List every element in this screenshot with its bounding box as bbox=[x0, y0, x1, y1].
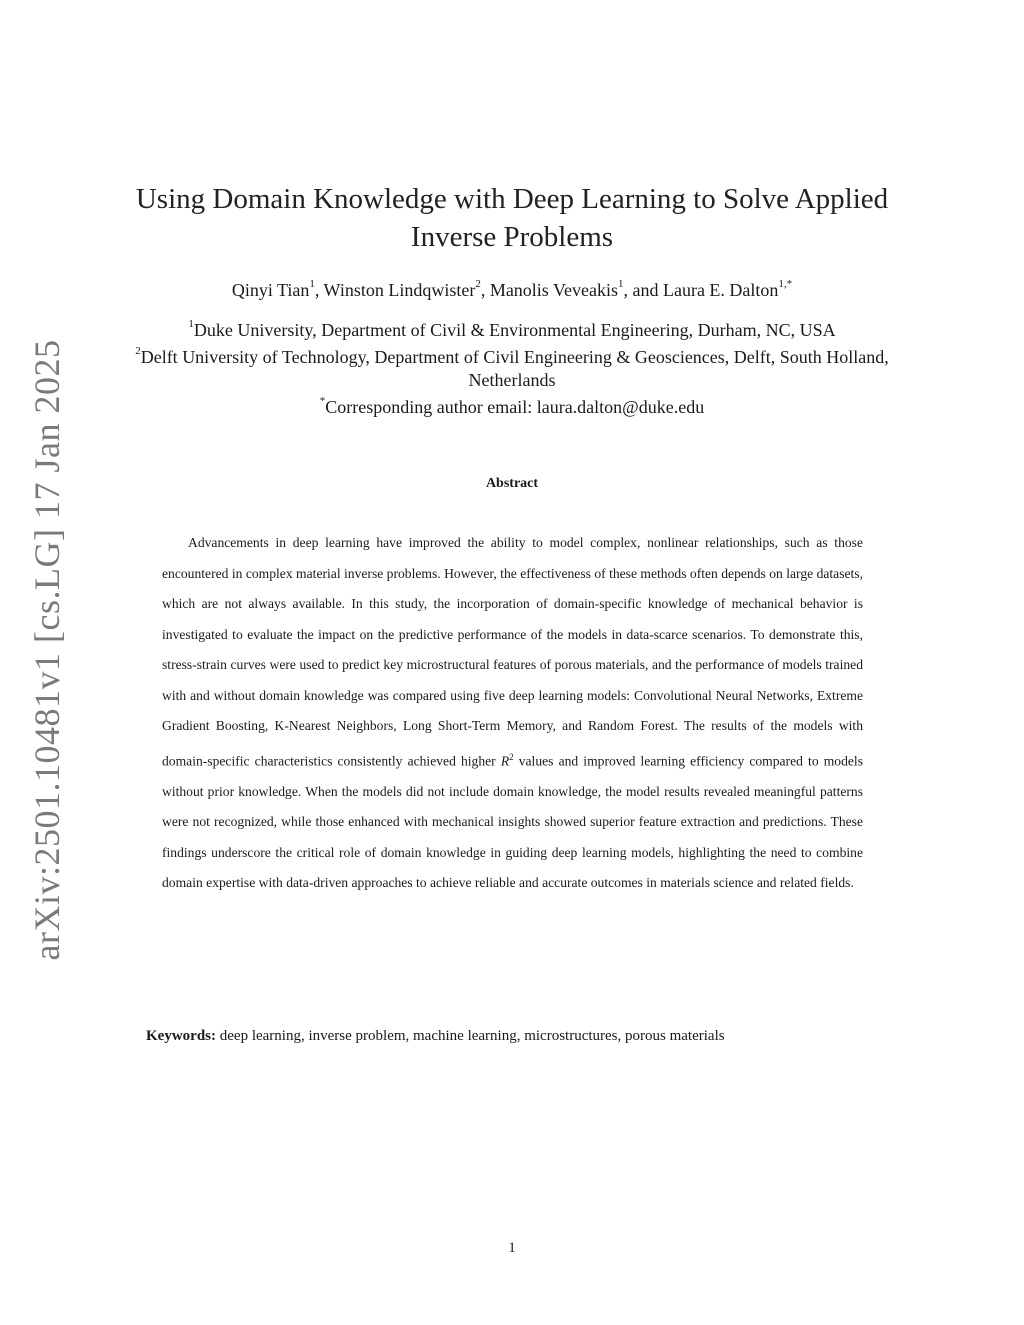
affiliation: $^1$Duke University, Department of Civil & Environmental Engineering, Durham, NC, USA bbox=[188, 318, 836, 340]
affiliation-list bbox=[120, 315, 904, 419]
page-number: 1 bbox=[508, 1240, 516, 1256]
affiliation: $^2$Delft University of Technology, Department of Civil Engineering & Geosciences, Delft, South Holland, Netherlands bbox=[135, 345, 889, 390]
abstract-text: Advancements in deep learning have improved the ability to model complex, nonlinear relationships, such as those encountered in complex material inverse problems. However, the effectiveness of these methods often depends on large datasets, which are not always available. In this study, the incorporation of domain-specific knowledge of mechanical behavior is investigated to evaluate the impact on the predictive performance of the models in data-scarce scenarios. To demonstrate this, stress-strain curves were used to predict key microstructural features of porous materials, and the performance of models trained with and without domain knowledge was compared using five deep learning models: Convolutional Neural Networks, Extreme Gradient Boosting, K-Nearest Neighbors, Long Short-Term Memory, and Random Forest. The results of the models with domain-specific characteristics consistently achieved higher $R^2$ values and improved learning efficiency compared to models without prior knowledge. When the models did not include domain knowledge, the model results revealed meaningful patterns were not recognized, while those enhanced with mechanical insights showed superior feature extraction and predictions. These findings underscore the critical role of domain knowledge in guiding deep learning models, highlighting the need to combine domain expertise with data-driven approaches to achieve reliable and accurate outcomes in materials science and related fields. bbox=[162, 535, 863, 891]
author: Winston Lindqwister$^2$, bbox=[323, 278, 490, 300]
arxiv-identifier-stamp: arXiv:2501.10481v1 [cs.LG] 17 Jan 2025 bbox=[27, 339, 67, 961]
keywords-label: Keywords: bbox=[146, 1028, 216, 1044]
author-list bbox=[130, 274, 894, 302]
author: Manolis Veveakis$^1$, and bbox=[489, 278, 663, 300]
paper-title: Using Domain Knowledge with Deep Learning to Solve Applied Inverse Problems bbox=[135, 183, 889, 253]
keywords bbox=[146, 1025, 886, 1047]
r-squared-exponent: 2 bbox=[509, 751, 514, 762]
keywords-list: deep learning, inverse problem, machine learning, microstructures, porous materials bbox=[219, 1028, 725, 1044]
r-squared-symbol: R bbox=[500, 753, 510, 769]
corresponding-author-email: *Corresponding author email: laura.dalton@duke.edu bbox=[319, 395, 705, 417]
abstract-heading: Abstract bbox=[485, 476, 539, 491]
author: Qinyi Tian$^1$, bbox=[231, 278, 324, 300]
author: Laura E. Dalton$^{1,*}$ bbox=[662, 278, 793, 300]
